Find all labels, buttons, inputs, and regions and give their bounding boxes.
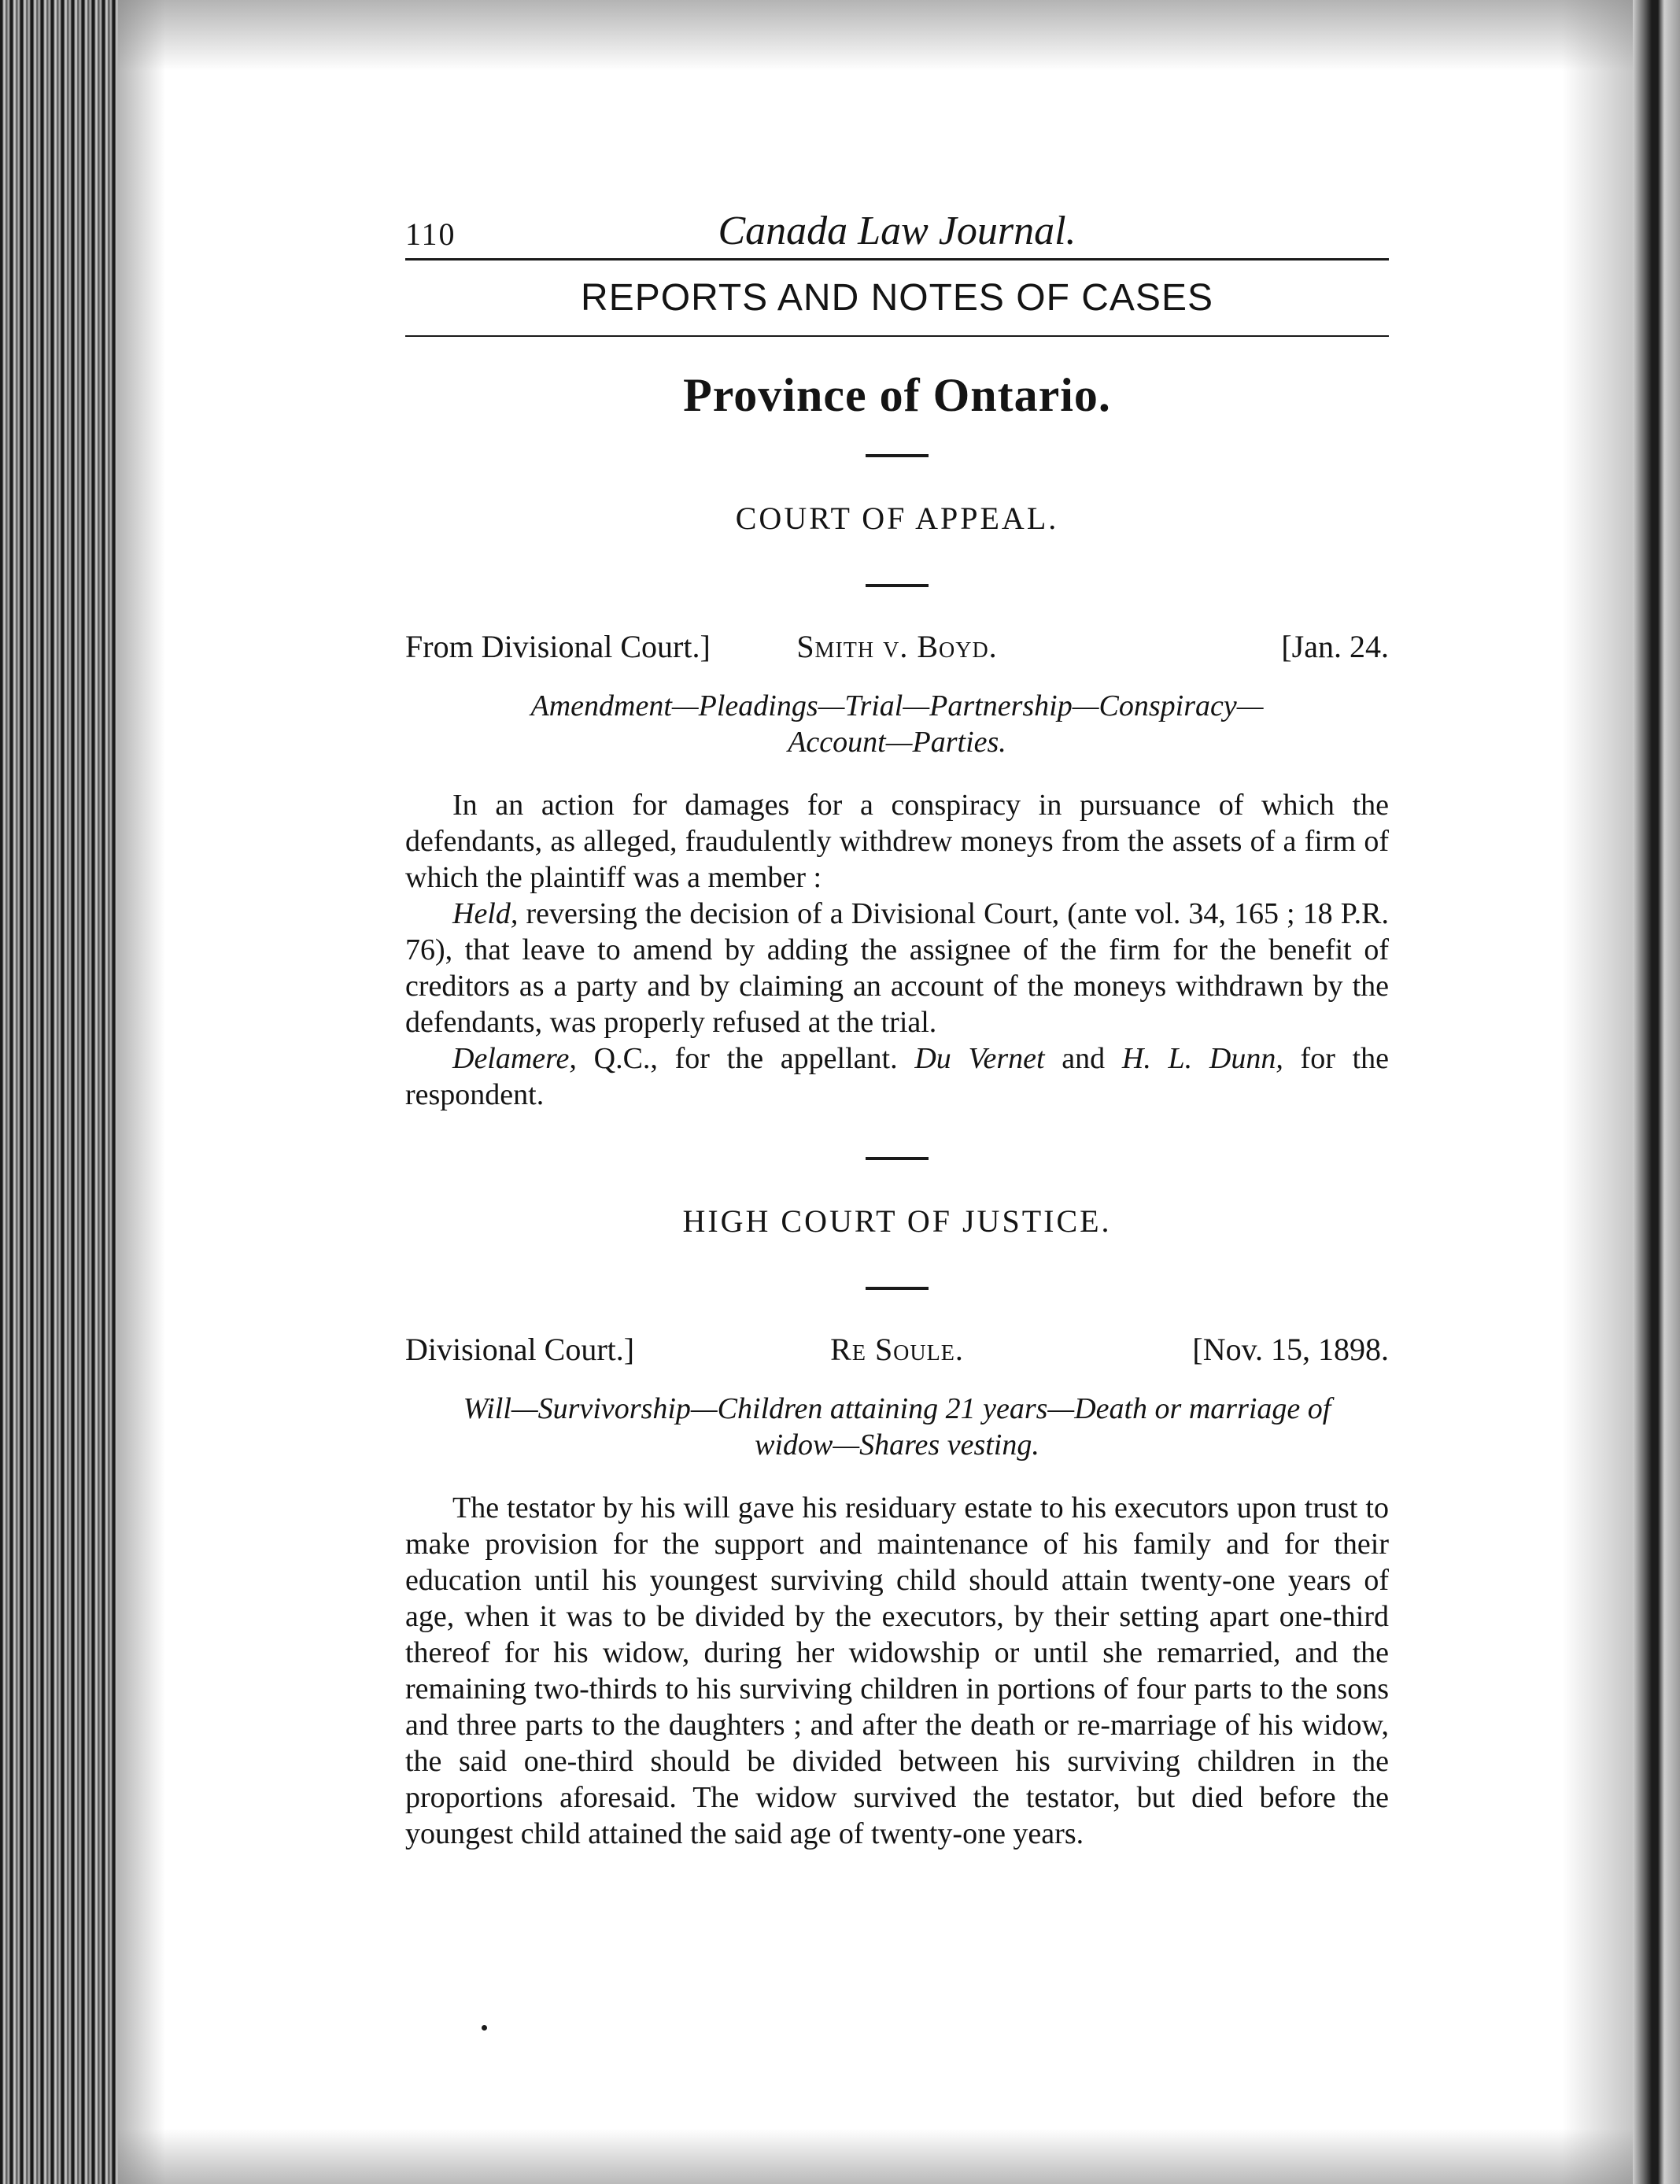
counsel-name: Du Vernet bbox=[914, 1042, 1045, 1075]
header-rule bbox=[405, 258, 1389, 261]
scan-edge-right bbox=[1633, 0, 1680, 2184]
divider bbox=[866, 454, 929, 457]
divider bbox=[866, 1157, 929, 1160]
counsel-text: and bbox=[1044, 1042, 1122, 1075]
scan-shadow-left bbox=[118, 0, 165, 2184]
page-number: 110 bbox=[405, 216, 456, 252]
case-holding bbox=[405, 896, 1389, 1040]
journal-title: Canada Law Journal. bbox=[718, 209, 1076, 253]
section-heading: REPORTS AND NOTES OF CASES bbox=[581, 277, 1213, 319]
headnote-line: widow—Shares vesting. bbox=[755, 1428, 1039, 1462]
case-date: [Nov. 15, 1898. bbox=[1192, 1332, 1389, 1367]
headnote-line: Will—Survivorship—Children attaining 21 years—Death or marriage of bbox=[463, 1392, 1331, 1425]
case-date: [Jan. 24. bbox=[1281, 629, 1389, 664]
divider bbox=[866, 1287, 929, 1290]
case-paragraph: The testator by his will gave his residuary estate to his executors upon trust to make provision for the support and maintenance of his family and for their education until his youngest surviving child should attain twenty-one years of age, when it was to be divided by the executors, by their setting apart one-third thereof for his widow, during her widowship or until she remarried, and the remaining two-thirds to his surviving children in portions of four parts to the sons and three parts to the daughters ; and after the death or re-marriage of his widow, the said one-third should be divided between his surviving children in the proportions aforesaid. The widow survived the testator, but died before the youngest child attained the said age of twenty-one years. bbox=[405, 1491, 1389, 1850]
case-paragraph: In an action for damages for a conspiracy in pursuance of which the defendants, as alleged, fraudulently withdrew moneys from the assets of a firm of which the plaintiff was a member : bbox=[405, 789, 1389, 894]
scan-edge-left bbox=[0, 0, 118, 2184]
section-rule bbox=[405, 335, 1389, 337]
holding-lead: Held, bbox=[452, 897, 519, 930]
divider bbox=[866, 584, 929, 587]
case-parties: Re Soule. bbox=[830, 1332, 964, 1367]
scan-shadow-bottom bbox=[118, 2129, 1633, 2184]
headnote-line: Amendment—Pleadings—Trial—Partnership—Conspiracy— bbox=[530, 689, 1264, 722]
scan-shadow-right bbox=[1562, 0, 1633, 2184]
headnote-line: Account—Parties. bbox=[788, 726, 1006, 759]
holding-text: reversing the decision of a Divisional Court, (ante vol. 34, 165 ; 18 P.R. 76), that leave to amend by adding the assignee of the firm for the benefit of creditors as a party and by claiming an account of the moneys withdrawn by the defendants, was properly refused at the trial. bbox=[405, 897, 1389, 1039]
case-parties: Smith v. Boyd. bbox=[796, 629, 998, 664]
counsel-text: for the respondent. bbox=[405, 1042, 1390, 1111]
high-court-heading: HIGH COURT OF JUSTICE. bbox=[682, 1203, 1112, 1239]
counsel-name: H. L. Dunn, bbox=[1121, 1042, 1283, 1075]
case-citation-line bbox=[405, 1331, 1389, 1375]
case-origin: Divisional Court.] bbox=[405, 1332, 635, 1367]
province-heading: Province of Ontario. bbox=[683, 369, 1111, 421]
case-citation-line bbox=[405, 628, 1389, 672]
court-of-appeal-heading: COURT OF APPEAL. bbox=[735, 501, 1059, 536]
counsel-paragraph bbox=[405, 1040, 1389, 1113]
scan-speck bbox=[482, 2025, 487, 2031]
journal-page bbox=[405, 197, 1389, 1852]
scan-shadow-top bbox=[118, 0, 1633, 71]
counsel-text: Q.C., for the appellant. bbox=[576, 1042, 915, 1075]
case-headnote bbox=[429, 1391, 1365, 1463]
running-head bbox=[405, 197, 1389, 252]
counsel-name: Delamere, bbox=[452, 1042, 577, 1075]
case-origin: From Divisional Court.] bbox=[405, 629, 711, 664]
case-headnote bbox=[429, 688, 1365, 760]
